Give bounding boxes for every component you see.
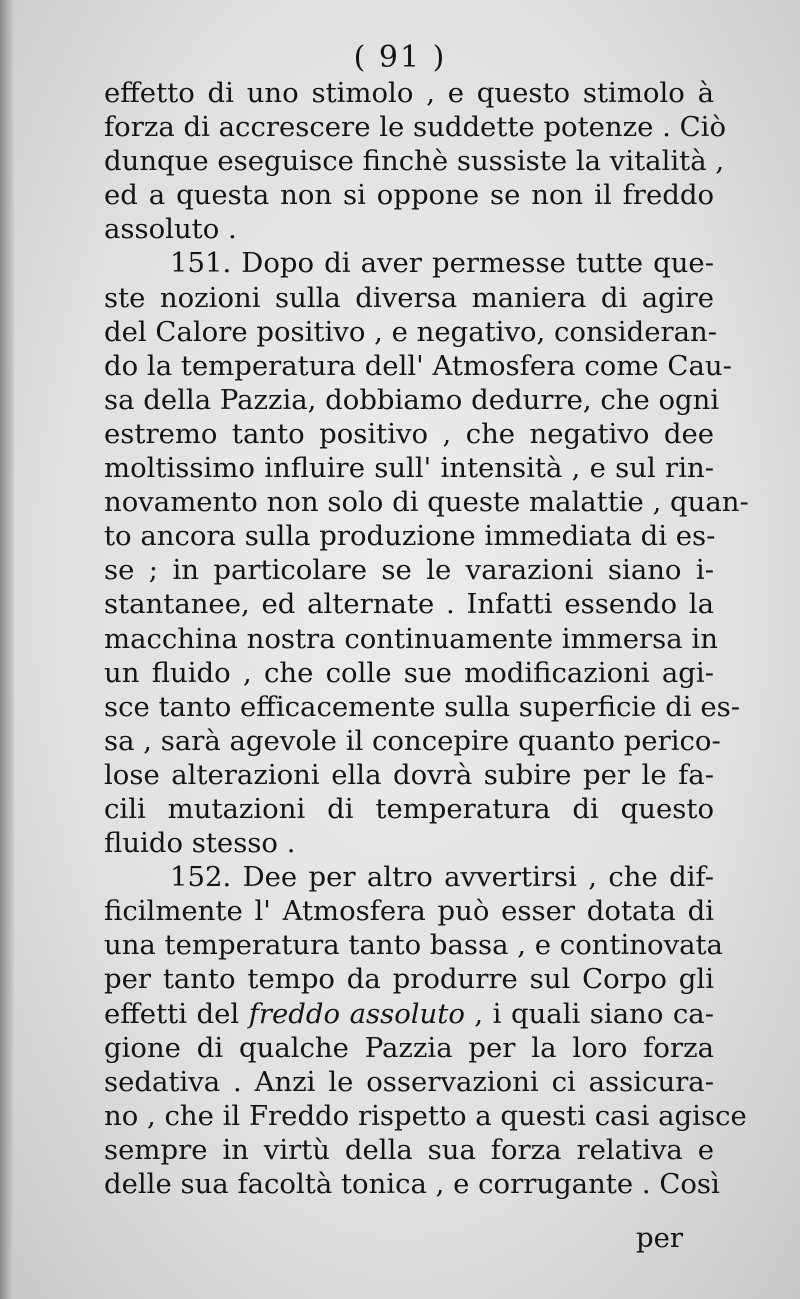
text-line: cili mutazioni di temperatura di questo — [104, 792, 714, 825]
text-line: fluido stesso . — [104, 827, 296, 860]
text-line: lose alterazioni ella dovrà subire per le fa- — [104, 758, 714, 791]
catchword: per — [636, 1222, 684, 1254]
italic-phrase: freddo assoluto — [248, 997, 465, 1030]
text-line: una temperatura tanto bassa , e continovata — [104, 929, 723, 962]
text-line: delle sua facoltà tonica , e corrugante . Così — [104, 1168, 720, 1200]
text-line: sempre in virtù della sua forza relativa e — [104, 1133, 714, 1166]
text-line: effetti del freddo assoluto , i quali siano ca- — [104, 997, 714, 1030]
text-line: macchina nostra continuamente immersa in — [104, 622, 718, 655]
text-line: assoluto . — [104, 213, 237, 246]
text-line: sa della Pazzia, dobbiamo dedurre, che ogni — [104, 383, 720, 416]
body-text — [104, 76, 749, 1201]
text-line: ste nozioni sulla diversa maniera di agire — [104, 281, 714, 314]
text-line: dunque eseguisce finchè sussiste la vitalità , — [104, 145, 725, 178]
text-line: stantanee, ed alternate . Infatti essendo la — [104, 588, 714, 621]
text-line: estremo tanto positivo , che negativo dee — [104, 417, 714, 450]
text-line: sa , sarà agevole il concepire quanto perico- — [104, 724, 721, 757]
text-line: ficilmente l' Atmosfera può esser dotata di — [104, 895, 714, 928]
text-line: to ancora sulla produzione immediata di es- — [104, 520, 716, 553]
text-line: sce tanto efficacemente sulla superficie di es- — [104, 690, 741, 723]
text-line: se ; in particolare se le varazioni siano i- — [104, 554, 714, 587]
text-line: do la temperatura dell' Atmosfera come Cau- — [104, 349, 732, 382]
text-line: forza di accrescere le suddette potenze . Ciò — [104, 111, 727, 144]
text-line: moltissimo influire sull' intensità , e sul rin- — [104, 452, 714, 485]
text-line: 151. Dopo di aver permesse tutte que- — [170, 247, 714, 280]
text-line: effetto di uno stimolo , e questo stimolo à — [104, 77, 714, 109]
text-line: sedativa . Anzi le osservazioni ci assicura- — [104, 1065, 714, 1098]
text-line: del Calore positivo , e negativo, consideran- — [104, 315, 718, 348]
text-line: 152. Dee per altro avvertirsi , che dif- — [170, 861, 714, 894]
text-line: ed a questa non si oppone se non il freddo — [104, 179, 714, 212]
page-gutter-shadow — [0, 0, 14, 1299]
text-line: no , che il Freddo rispetto a questi casi agisce — [104, 1099, 747, 1132]
text-line: novamento non solo di queste malattie , quan- — [104, 486, 749, 519]
text-line: per tanto tempo da produrre sul Corpo gli — [104, 963, 714, 996]
page-number: ( 91 ) — [353, 40, 447, 75]
text-line: un fluido , che colle sue modificazioni agi- — [104, 656, 714, 689]
text-line: gione di qualche Pazzia per la loro forza — [104, 1031, 714, 1064]
